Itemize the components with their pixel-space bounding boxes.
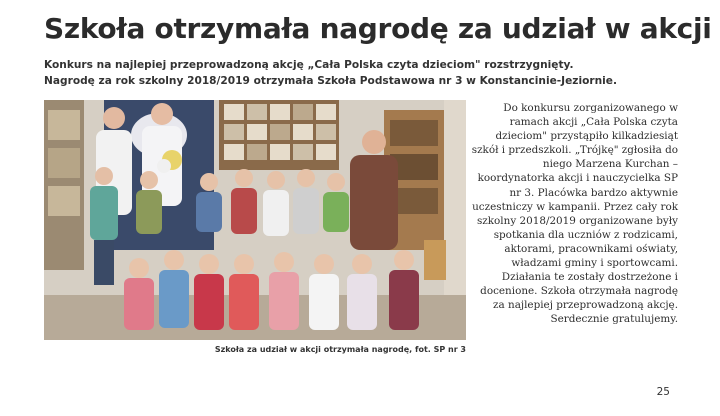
lead-line-1: Konkurs na najlepiej przeprowadzoną akcję „Cała Polska czyta dzieciom" rozstrzygnięty. (44, 59, 574, 71)
lead-line-2: Nagrodę za rok szkolny 2018/2019 otrzymała Szkoła Podstawowa nr 3 w Konstancinie-Jeziornie. (44, 75, 617, 87)
article-lead (44, 57, 704, 89)
photo-caption: Szkoła za udział w akcji otrzymała nagrodę, fot. SP nr 3 (214, 345, 466, 354)
group-photo (44, 100, 466, 340)
page-number: 25 (656, 386, 670, 398)
group-photo-icon (44, 100, 466, 340)
article-body: Do konkursu zorganizowanego w ramach akcji „Cała Polska czyta dzieciom" przystąpiło kilkadziesiąt szkół i przedszkoli. „Trójkę" zgłosiła do niego Marzena Kurchan – koordynatorka akcji i nauczycielka SP nr 3. Placówka bardzo aktywnie uczestniczy w kampanii. Przez cały rok szkolny 2018/2019 organizowane były spotkania dla uczniów z rodzicami, aktorami, pracownikami oświaty, władzami gminy i sportowcami. Działania te zostały dostrzeżone i docenione. Szkoła otrzymała nagrodę za najlepiej przeprowadzoną akcję. Serdecznie gratulujemy. (471, 102, 678, 326)
article-headline: Szkoła otrzymała nagrodę za udział w akcji (44, 12, 712, 45)
